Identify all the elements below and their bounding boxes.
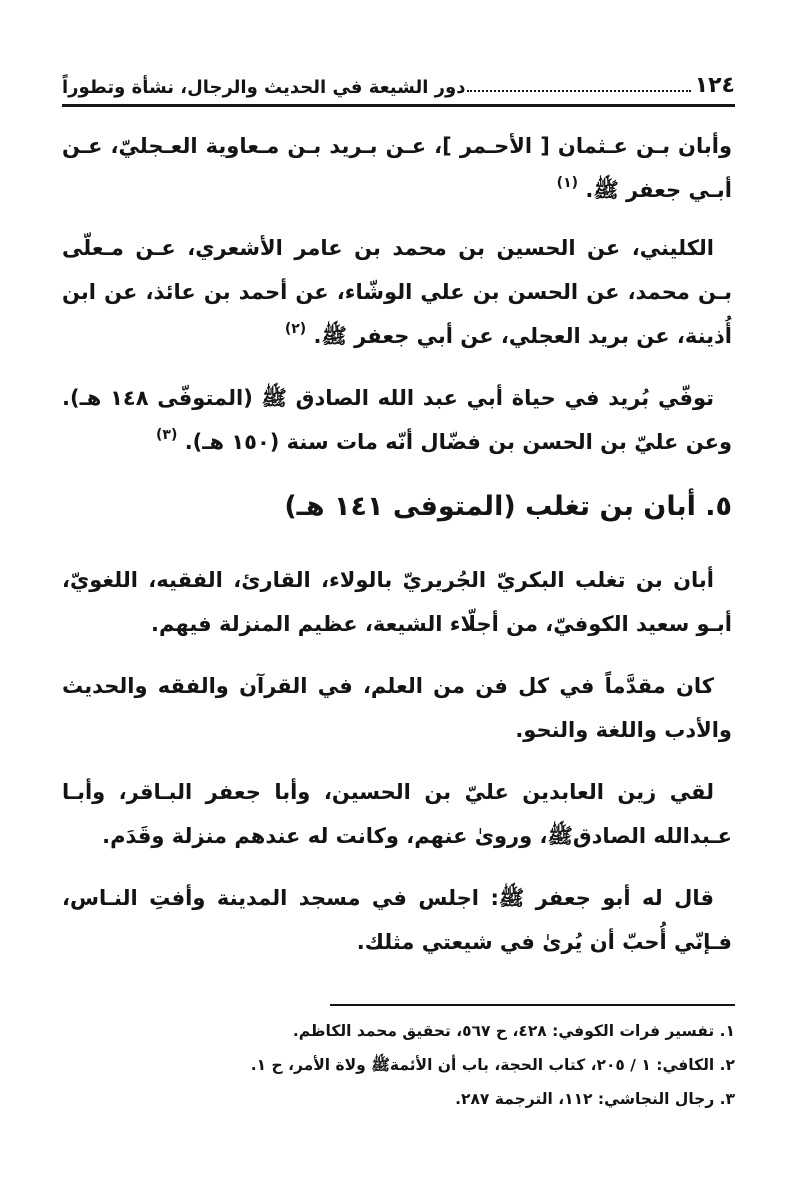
running-header (62, 62, 735, 98)
header-leader-dots (467, 90, 690, 92)
paragraph: كان مقدَّماً في كل فن من العلم، في القرآن والفقه والحديث والأدب واللغة والنحو. (62, 674, 732, 742)
paragraph-text: توفّي بُريد في حياة أبي عبد الله الصادق ﷺ (المتوفّى ١٤٨ هـ). وعن عليّ بن الحسن بن فضّال أنّه مات سنة (١٥٠ هـ). (62, 386, 732, 454)
footnotes (100, 1014, 735, 1116)
paragraph (62, 376, 732, 464)
footnote-item: ١. تفسير فرات الكوفي: ٤٢٨، ح ٥٦٧، تحقيق محمد الكاظم. (292, 1022, 735, 1040)
main-text (62, 124, 732, 982)
paragraph: أبان بن تغلب البكريّ الجُريريّ بالولاء، القارئ، الفقيه، اللغويّ، أبـو سعيد الكوفيّ، من أجلّاء الشيعة، عظيم المنزلة فيهم. (62, 568, 732, 636)
paragraph-text: وأبان بـن عـثمان [ الأحـمر ]، عـن بـريد بـن مـعاوية العـجليّ، عـن أبـي جعفر ﷺ. (62, 134, 732, 202)
footnote-ref: (٢) (284, 321, 307, 337)
paragraph (62, 124, 732, 212)
running-title: دور الشيعة في الحديث والرجال، نشأة وتطوراً (62, 77, 466, 98)
paragraph: قال له أبو جعفر ﷺ: اجلس في مسجد المدينة وأفتِ النـاس، فـإنّي أُحبّ أن يُرىٰ في شيعتي مثلك. (62, 886, 732, 954)
page-number: ١٢٤ (694, 73, 735, 98)
footnote-rule (330, 1004, 735, 1006)
footnote-item: ٣. رجال النجاشي: ١١٢، الترجمة ٢٨٧. (455, 1090, 735, 1108)
header-rule (62, 104, 735, 107)
footnote-ref: (١) (556, 175, 579, 191)
paragraph (62, 226, 732, 358)
paragraph-text: الكليني، عن الحسين بن محمد بن عامر الأشعري، عـن مـعلّى بـن محمد، عن الحسن بن علي الوشّاء، عن أحمد بن عائذ، عن ابن أُذينة، عن بريد العجلي، عن أبي جعفر ﷺ. (62, 236, 732, 348)
paragraph: لقي زين العابدين عليّ بن الحسين، وأبا جعفر البـاقر، وأبـا عـبدالله الصادقﷺ، وروىٰ عنهم، وكانت له عندهم منزلة وقَدَم. (62, 780, 732, 848)
footnote-item: ٢. الكافي: ١ / ٢٠٥، كتاب الحجة، باب أن الأئمةﷺ ولاة الأمر، ح ١. (250, 1056, 735, 1074)
section-heading: ٥. أبان بن تغلب (المتوفى ١٤١ هـ) (284, 491, 732, 522)
footnote-ref: (٣) (156, 427, 178, 443)
